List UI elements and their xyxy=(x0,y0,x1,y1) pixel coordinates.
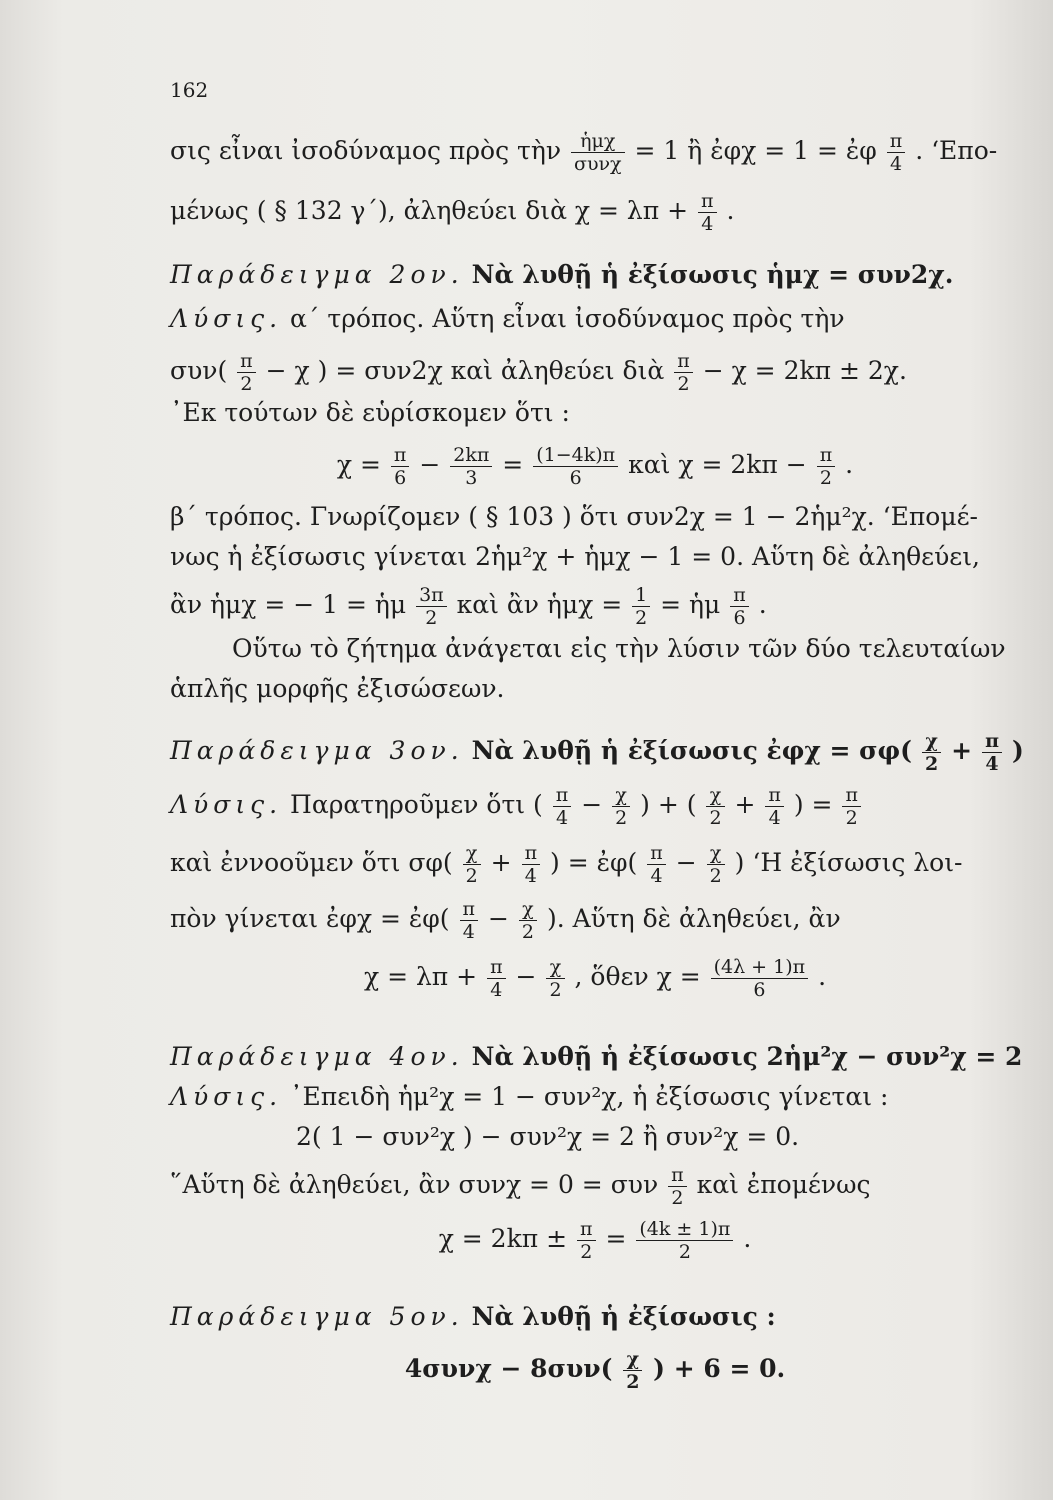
fraction: $\frac{(4k \pm 1)\pi}{2}$ xyxy=(636,1218,733,1263)
text: α΄ τρόπος. Αὕτη εἶναι ἰσοδύναμος πρὸς τὴν xyxy=(290,304,845,333)
fraction: $\frac{\pi}{4}$ xyxy=(487,956,506,1001)
text-line-2 xyxy=(170,190,1020,235)
fraction: $\frac{2k\pi}{3}$ xyxy=(450,444,492,489)
fraction: $\frac{1}{2}$ xyxy=(632,584,650,629)
solution-label: Λύσις. xyxy=(170,790,283,819)
text-line-9: νως ἡ ἐξίσωσις γίνεται 2ἡμ²χ + ἡμχ − 1 = 0. Αὕτη δὲ ἀληθεύει, xyxy=(170,542,980,571)
fraction: $\frac{\chi}{2}$ xyxy=(706,784,724,829)
fraction: $\frac{\pi}{2}$ xyxy=(668,1164,687,1209)
fraction: $\frac{\chi}{2}$ xyxy=(623,1348,642,1393)
fraction: $\frac{\pi}{4}$ xyxy=(647,842,666,887)
text: . ‘Επο- xyxy=(915,136,998,165)
text: . xyxy=(726,196,735,225)
text-line-21: ῞Αὕτη δὲ ἀληθεύει, ἂν συνχ = 0 = συν $\frac{\pi}{2}$ καὶ ἐπομένως xyxy=(170,1164,871,1209)
example-label: Παράδειγμα 3ον. xyxy=(170,736,464,765)
text-line-16: πὸν γίνεται ἐφχ = ἐφ( $\frac{\pi}{4}$ − $\frac{\chi}{2}$ ). Αὕτη δὲ ἀληθεύει, ἂν xyxy=(170,898,841,943)
example-label: Παράδειγμα 4ον. xyxy=(170,1042,464,1071)
example-label: Παράδειγμα 2ον. xyxy=(170,260,464,289)
equation-line-20: 2( 1 − συν²χ ) − συν²χ = 2 ἢ συν²χ = 0. xyxy=(296,1122,800,1151)
text: = 1 ἢ ἐφχ = 1 = ἐφ xyxy=(634,136,877,165)
example-3-heading: Παράδειγμα 3ον. Νὰ λυθῇ ἡ ἐξίσωσις ἐφχ = σφ( $\frac{\chi}{2}$ + $\frac{\pi}{4}$ ) xyxy=(170,730,1024,775)
equation-line-17: χ = λπ + $\frac{\pi}{4}$ − $\frac{\chi}{2}$ , ὅθεν χ = $\frac{(4\lambda + 1)\pi}{6}$ . xyxy=(363,956,827,1001)
text-line-19 xyxy=(170,1080,1020,1114)
text: σις εἶναι ἰσοδύναμος πρὸς τὴν xyxy=(170,136,562,165)
fraction: $\frac{\chi}{2}$ xyxy=(922,730,941,775)
fraction: $\frac{3\pi}{2}$ xyxy=(416,584,447,629)
text-line-11: Οὕτω τὸ ζήτημα ἀνάγεται εἰς τὴν λύσιν τῶν δύο τελευταίων xyxy=(232,634,1006,663)
text: ᾿Επειδὴ ἡμ²χ = 1 − συν²χ, ἡ ἐξίσωσις γίνεται : xyxy=(290,1082,889,1111)
fraction: $\frac{\chi}{2}$ xyxy=(463,842,481,887)
text-line-10: ἂν ἡμχ = − 1 = ἡμ $\frac{3\pi}{2}$ καὶ ἂν ἡμχ = $\frac{1}{2}$ = ἡμ $\frac{\pi}{6}$ . xyxy=(170,584,767,629)
text-line-1 xyxy=(170,130,1020,175)
example-5-heading xyxy=(170,1300,1020,1334)
fraction: $\frac{(4\lambda + 1)\pi}{6}$ xyxy=(711,956,809,1001)
fraction: $\frac{\chi}{2}$ xyxy=(546,956,564,1001)
fraction: $\frac{\pi}{2}$ xyxy=(817,444,836,489)
text-line-8: β΄ τρόπος. Γνωρίζομεν ( § 103 ) ὅτι συν2χ = 1 − 2ἡμ²χ. ‘Επομέ- xyxy=(170,502,978,531)
example-title: Νὰ λυθῇ ἡ ἐξίσωσις : xyxy=(471,1302,776,1331)
fraction: $\frac{\pi}{2}$ xyxy=(237,350,256,395)
fraction: $\frac{\chi}{2}$ xyxy=(707,842,725,887)
text-line-5: συν( $\frac{\pi}{2}$ − χ ) = συν2χ καὶ ἀληθεύει διὰ $\frac{\pi}{2}$ − χ = 2kπ ± 2χ. xyxy=(170,350,907,395)
example-label: Παράδειγμα 5ον. xyxy=(170,1302,464,1331)
fraction: $\frac{\pi}{4}$ xyxy=(553,784,572,829)
fraction: $\frac{\pi}{2}$ xyxy=(577,1218,596,1263)
fraction: $\frac{\text{ἡμχ}}{\text{συνχ}}$ xyxy=(571,130,625,175)
fraction: $\frac{\chi}{2}$ xyxy=(612,784,630,829)
fraction: $\frac{\pi}{4}$ xyxy=(522,842,541,887)
example-title: Νὰ λυθῇ ἡ ἐξίσωσις ἡμχ = συν2χ. xyxy=(471,260,954,289)
fraction: $\frac{\pi}{4}$ xyxy=(460,898,479,943)
text: μένως ( § 132 γ΄), ἀληθεύει διὰ χ = λπ + xyxy=(170,196,689,225)
solution-label: Λύσις. xyxy=(170,1082,283,1111)
fraction: $\frac{\pi}{6}$ xyxy=(391,444,410,489)
text-line-4 xyxy=(170,302,1020,336)
example-2-heading xyxy=(170,258,1020,292)
fraction: $\frac{\pi}{6}$ xyxy=(730,584,749,629)
fraction: $\frac{\pi}{4}$ xyxy=(698,190,717,235)
example-4-heading xyxy=(170,1040,1023,1074)
equation-line-7: χ = $\frac{\pi}{6}$ − $\frac{2k\pi}{3}$ = $\frac{(1-4k)\pi}{6}$ καὶ χ = 2kπ − $\frac{\pi}{2}$ . xyxy=(336,444,854,489)
equation-line-22: χ = 2kπ ± $\frac{\pi}{2}$ = $\frac{(4k \pm 1)\pi}{2}$ . xyxy=(438,1218,752,1263)
solution-label: Λύσις. xyxy=(170,304,283,333)
fraction: $\frac{\pi}{2}$ xyxy=(674,350,693,395)
text-line-15: καὶ ἐννοοῦμεν ὅτι σφ( $\frac{\chi}{2}$ + $\frac{\pi}{4}$ ) = ἐφ( $\frac{\pi}{4}$ − $\frac{\chi}{2}$ ) ‘Η ἐξίσωσις λοι- xyxy=(170,842,963,887)
fraction: $\frac{(1-4k)\pi}{6}$ xyxy=(533,444,618,489)
fraction: $\frac{\pi}{4}$ xyxy=(982,730,1002,775)
example-title: Νὰ λυθῇ ἡ ἐξίσωσις 2ἡμ²χ − συν²χ = 2 xyxy=(471,1042,1023,1071)
fraction: $\frac{\pi}{2}$ xyxy=(842,784,861,829)
text-line-14: Λύσις. Παρατηροῦμεν ὅτι ( $\frac{\pi}{4}$ − $\frac{\chi}{2}$ ) + ( $\frac{\chi}{2}$ + $\frac{\pi}{4}$ ) = $\frac{\pi}{2}$ xyxy=(170,784,1020,829)
text-line-12: ἁπλῆς μορφῆς ἐξισώσεων. xyxy=(170,674,505,703)
text-line-6: ᾿Εκ τούτων δὲ εὑρίσκομεν ὅτι : xyxy=(170,398,570,427)
equation-line-24: 4συνχ − 8συν( $\frac{\chi}{2}$ ) + 6 = 0. xyxy=(404,1348,786,1393)
fraction: $\frac{\chi}{2}$ xyxy=(519,898,537,943)
page-number: 162 xyxy=(170,78,209,102)
fraction: $\frac{\pi}{4}$ xyxy=(765,784,784,829)
fraction: $\frac{\pi}{4}$ xyxy=(887,130,906,175)
